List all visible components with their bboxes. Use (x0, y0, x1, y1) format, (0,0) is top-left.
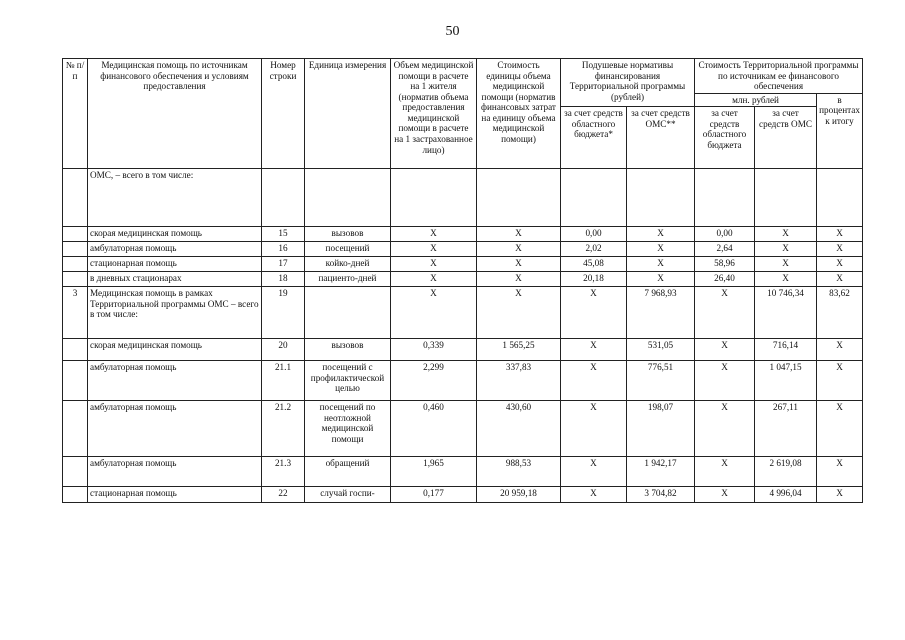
cell-m-reg: X (695, 457, 755, 487)
cell-volume: X (391, 257, 477, 272)
cell-unit: посещений по неотложной медицинской помощи (305, 401, 391, 457)
cell-pct: X (817, 487, 863, 503)
cell-num (63, 339, 88, 361)
cell-m-oms: 1 047,15 (755, 361, 817, 401)
cell-unit: пациенто-дней (305, 272, 391, 287)
cell-num (63, 457, 88, 487)
cell-m-oms: 4 996,04 (755, 487, 817, 503)
cell-m-reg (695, 169, 755, 227)
cell-m-reg: 2,64 (695, 242, 755, 257)
cell-cost: 1 565,25 (477, 339, 561, 361)
header-percent: в процентах к итогу (817, 93, 863, 169)
cell-m-oms: X (755, 257, 817, 272)
cell-m-oms: 2 619,08 (755, 457, 817, 487)
page-number: 50 (445, 24, 460, 39)
cell-pc-reg (561, 169, 627, 227)
cell-help: в дневных стационарах (88, 272, 262, 287)
table-row (63, 361, 863, 401)
cell-cost: 988,53 (477, 457, 561, 487)
cell-m-oms (755, 169, 817, 227)
cell-m-reg: 0,00 (695, 227, 755, 242)
header-mln-regional: за счет средств областного бюджета (695, 107, 755, 169)
financing-table (62, 58, 863, 503)
table-row (63, 487, 863, 503)
cell-pc-oms: X (627, 242, 695, 257)
cell-help: стационарная помощь (88, 487, 262, 503)
header-mln-oms: за счет средств ОМС (755, 107, 817, 169)
cell-pct: X (817, 361, 863, 401)
header-cost: Стоимость единицы объема медицинской помощи (норматив финансовых затрат на единицу объема медицинской помощи) (477, 59, 561, 169)
table-row (63, 227, 863, 242)
cell-cost: 20 959,18 (477, 487, 561, 503)
cell-unit: обращений (305, 457, 391, 487)
cell-pc-reg: X (561, 401, 627, 457)
cell-cost: X (477, 227, 561, 242)
table-row (63, 169, 863, 227)
cell-row-no: 21.3 (262, 457, 305, 487)
cell-m-reg: X (695, 361, 755, 401)
cell-m-reg: 58,96 (695, 257, 755, 272)
cell-m-oms: 716,14 (755, 339, 817, 361)
cell-pc-reg: X (561, 457, 627, 487)
cell-pc-oms: X (627, 272, 695, 287)
cell-pc-reg: X (561, 339, 627, 361)
cell-unit (305, 169, 391, 227)
cell-pct: X (817, 227, 863, 242)
cell-row-no: 15 (262, 227, 305, 242)
cell-num (63, 169, 88, 227)
cell-help: скорая медицинская помощь (88, 227, 262, 242)
table-row (63, 339, 863, 361)
cell-help: амбулаторная помощь (88, 457, 262, 487)
cell-help: амбулаторная помощь (88, 401, 262, 457)
cell-m-reg: X (695, 487, 755, 503)
cell-help: Медицинская помощь в рамках Территориальной программы ОМС – всего в том числе: (88, 287, 262, 339)
header-pc-oms: за счет средств ОМС** (627, 107, 695, 169)
header-volume: Объем медицинской помощи в расчете на 1 жителя (норматив объема предоставления медицинской помощи в расчете на 1 застрахованное лицо) (391, 59, 477, 169)
cell-pct: X (817, 272, 863, 287)
cell-cost (477, 169, 561, 227)
cell-cost: X (477, 242, 561, 257)
cell-unit: вызовов (305, 227, 391, 242)
cell-row-no: 16 (262, 242, 305, 257)
cell-row-no: 17 (262, 257, 305, 272)
cell-row-no: 22 (262, 487, 305, 503)
cell-pc-reg: 20,18 (561, 272, 627, 287)
table-row (63, 287, 863, 339)
cell-m-reg: X (695, 287, 755, 339)
table-row (63, 272, 863, 287)
header-row-no: Номер строки (262, 59, 305, 169)
cell-m-oms: 10 746,34 (755, 287, 817, 339)
cell-volume: 2,299 (391, 361, 477, 401)
cell-unit: посещений (305, 242, 391, 257)
cell-num: 3 (63, 287, 88, 339)
cell-m-oms: X (755, 272, 817, 287)
cell-row-no: 19 (262, 287, 305, 339)
cell-volume: 0,177 (391, 487, 477, 503)
cell-pc-reg: X (561, 287, 627, 339)
cell-help: амбулаторная помощь (88, 242, 262, 257)
cell-volume: 0,460 (391, 401, 477, 457)
cell-pc-oms (627, 169, 695, 227)
cell-row-no: 18 (262, 272, 305, 287)
cell-unit: посещений с профилактической целью (305, 361, 391, 401)
cell-pc-reg: X (561, 361, 627, 401)
cell-help: стационарная помощь (88, 257, 262, 272)
cell-volume: 0,339 (391, 339, 477, 361)
table-body (63, 169, 863, 503)
cell-pct: X (817, 257, 863, 272)
cell-pc-oms: 3 704,82 (627, 487, 695, 503)
cell-pc-oms: 7 968,93 (627, 287, 695, 339)
cell-num (63, 242, 88, 257)
table-row (63, 457, 863, 487)
table-row (63, 401, 863, 457)
cell-volume: X (391, 272, 477, 287)
header-pc-regional: за счет средств областного бюджета* (561, 107, 627, 169)
cell-help: скорая медицинская помощь (88, 339, 262, 361)
cell-pct: X (817, 401, 863, 457)
cell-pc-oms: X (627, 257, 695, 272)
cell-m-oms: 267,11 (755, 401, 817, 457)
cell-pc-oms: 198,07 (627, 401, 695, 457)
cell-m-reg: 26,40 (695, 272, 755, 287)
header-program-cost: Стоимость Территориальной программы по источникам ее финансового обеспечения (695, 59, 863, 94)
cell-unit: койко-дней (305, 257, 391, 272)
cell-num (63, 401, 88, 457)
cell-pc-reg: 0,00 (561, 227, 627, 242)
header-num: № п/п (63, 59, 88, 169)
header-per-capita: Подушевые нормативы финансирования Территориальной программы (рублей) (561, 59, 695, 107)
cell-pct: 83,62 (817, 287, 863, 339)
cell-cost: X (477, 257, 561, 272)
cell-m-oms: X (755, 227, 817, 242)
cell-num (63, 487, 88, 503)
cell-volume (391, 169, 477, 227)
cell-row-no: 21.2 (262, 401, 305, 457)
cell-num (63, 257, 88, 272)
cell-pc-oms: 1 942,17 (627, 457, 695, 487)
cell-cost: 337,83 (477, 361, 561, 401)
cell-volume: X (391, 287, 477, 339)
cell-unit: вызовов (305, 339, 391, 361)
cell-m-reg: X (695, 401, 755, 457)
cell-num (63, 227, 88, 242)
cell-pc-reg: 45,08 (561, 257, 627, 272)
cell-cost: X (477, 272, 561, 287)
cell-num (63, 361, 88, 401)
cell-pc-reg: X (561, 487, 627, 503)
cell-num (63, 272, 88, 287)
cell-pct: X (817, 242, 863, 257)
cell-pct (817, 169, 863, 227)
cell-cost: 430,60 (477, 401, 561, 457)
cell-pc-oms: X (627, 227, 695, 242)
cell-row-no: 21.1 (262, 361, 305, 401)
cell-pc-oms: 776,51 (627, 361, 695, 401)
cell-pct: X (817, 457, 863, 487)
header-row-1 (63, 59, 863, 94)
cell-volume: 1,965 (391, 457, 477, 487)
cell-pct: X (817, 339, 863, 361)
header-unit: Единица измерения (305, 59, 391, 169)
cell-m-oms: X (755, 242, 817, 257)
cell-volume: X (391, 242, 477, 257)
cell-cost: X (477, 287, 561, 339)
cell-pc-oms: 531,05 (627, 339, 695, 361)
header-mln: млн. рублей (695, 93, 817, 107)
table-row (63, 242, 863, 257)
header-help: Медицинская помощь по источникам финансового обеспечения и условиям предоставления (88, 59, 262, 169)
cell-row-no (262, 169, 305, 227)
cell-pc-reg: 2,02 (561, 242, 627, 257)
cell-help: ОМС, – всего в том числе: (88, 169, 262, 227)
cell-unit: случай госпи- (305, 487, 391, 503)
cell-volume: X (391, 227, 477, 242)
cell-help: амбулаторная помощь (88, 361, 262, 401)
table-row (63, 257, 863, 272)
cell-m-reg: X (695, 339, 755, 361)
cell-row-no: 20 (262, 339, 305, 361)
cell-unit (305, 287, 391, 339)
